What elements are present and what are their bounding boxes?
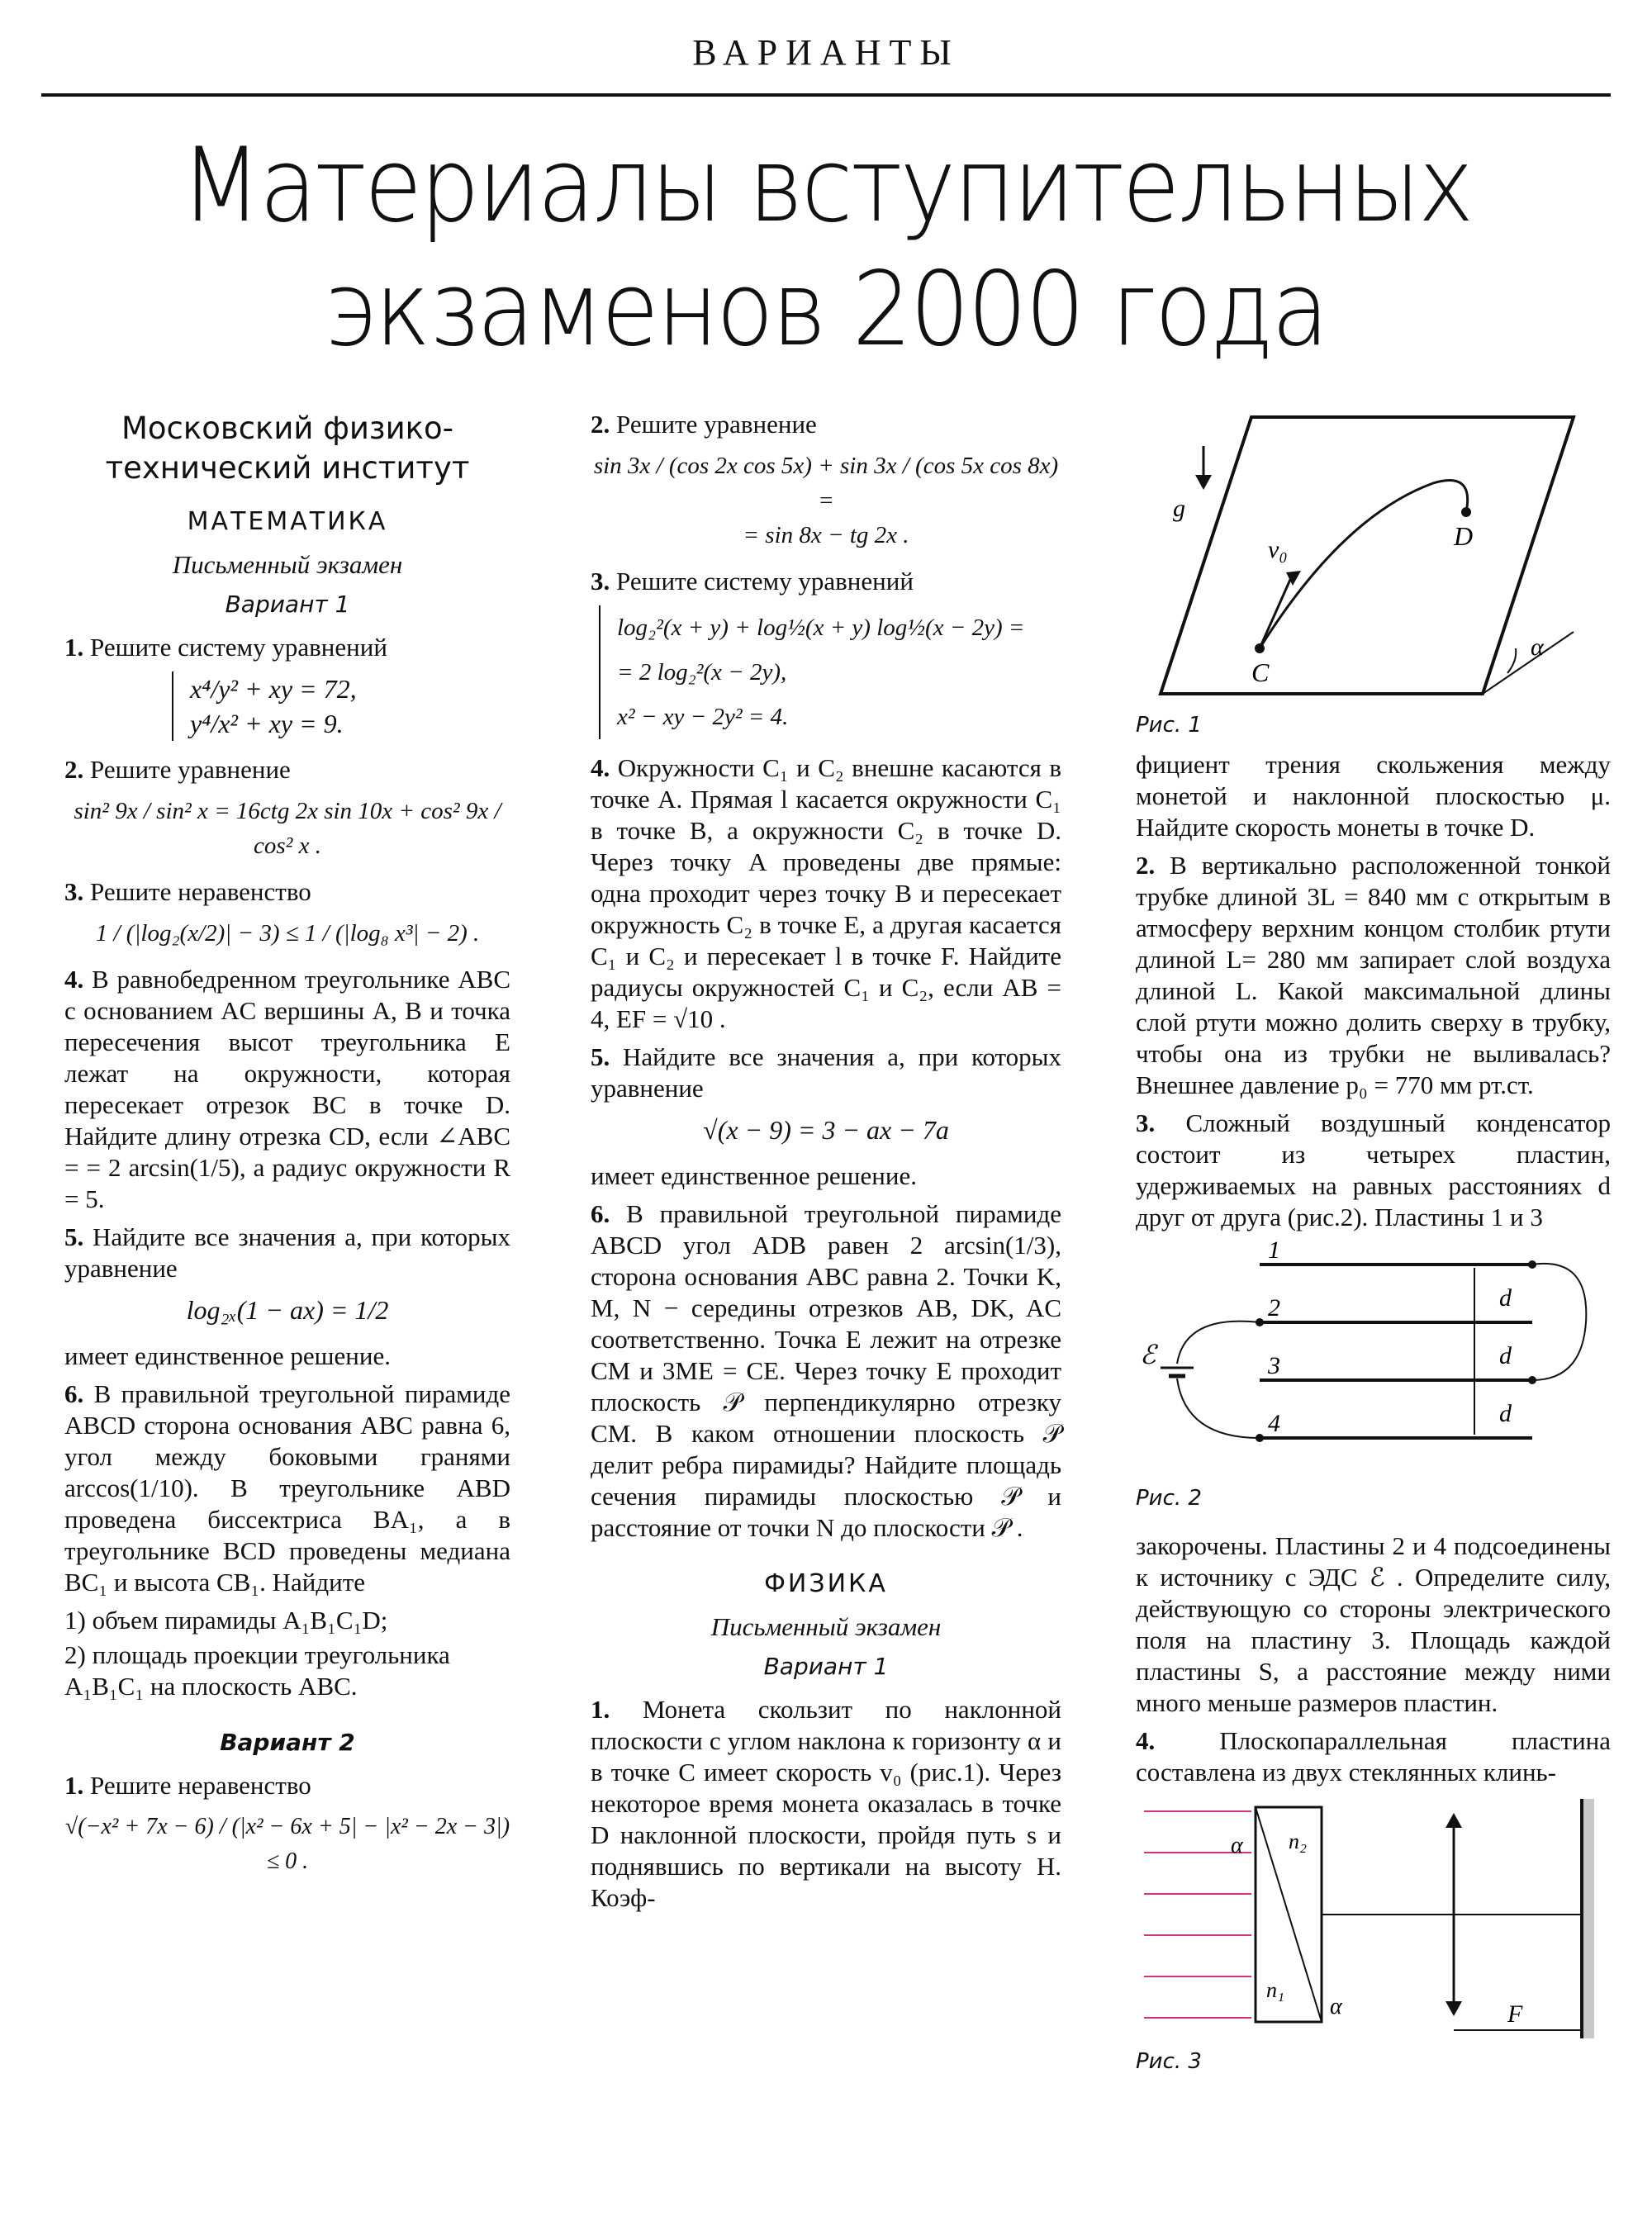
spacing-label-2: d (1499, 1342, 1512, 1369)
problem-3-v2 (591, 566, 1061, 597)
focal-label: F (1507, 2000, 1523, 2028)
problem-5 (64, 1222, 510, 1284)
physics-exam-type: Письменный экзамен (710, 1612, 942, 1641)
physics-problem-3-continued: закорочены. Пластины 2 и 4 подсоединены к источнику с ЭДС ℰ . Определите силу, действующую со стороны электрического поля на пластину 3. Площадь каждой пластины S, а расстояние между ними много меньше размеров пластин. (1136, 1531, 1611, 1717)
problem-number: 1. (64, 1771, 84, 1800)
problem-5-after: имеет единственное решение. (64, 1341, 391, 1370)
formula-inequality-v2: √(−x² + 7x − 6) / (|x² − 6x + 5| − |x² − 2x − 3|) ≤ 0 . (64, 1814, 510, 1874)
problem-2-v2 (591, 409, 1061, 440)
problem-number: 6. (64, 1379, 84, 1408)
label-C: C (1251, 657, 1270, 687)
problem-text: Решите неравенство (90, 1771, 311, 1800)
problem-6-v2 (591, 1198, 1061, 1544)
gravity-arrowhead (1195, 475, 1212, 490)
formula-trig-2: sin 3x / (cos 2x cos 5x) + sin 3x / (cos 5x cos 8x) = = sin 8x − tg 2x . (593, 453, 1059, 548)
problem-number: 4. (1136, 1726, 1156, 1755)
velocity-vector (1260, 574, 1293, 648)
exam-type: Письменный экзамен (172, 550, 403, 579)
problem-4-v2 (591, 752, 1061, 1035)
problem-6-item-2: 2) площадь проекции треугольника A₁B₁C₁ на плоскость ABC. (64, 1640, 450, 1701)
spacing-label-1: d (1499, 1284, 1512, 1312)
gravity-label: g (1173, 495, 1185, 522)
column-3 (1136, 409, 1611, 2086)
subject-physics: ФИЗИКА (764, 1569, 888, 1598)
institute-line-2: технический институт (105, 450, 470, 486)
problem-number: 5. (591, 1042, 610, 1071)
problem-number: 4. (64, 965, 84, 994)
n1-label: n₁ (1266, 1978, 1285, 2002)
title-line-2: экзаменов 2000 года (325, 250, 1327, 369)
plate-label-1: 1 (1268, 1240, 1280, 1264)
problem-text: Плоскопараллельная пластина составлена из двух стеклянных клинь- (1136, 1726, 1612, 1787)
problem-text: Решите систему уравнений (616, 567, 914, 596)
problem-number: 1. (591, 1695, 610, 1724)
trajectory-curve (1260, 481, 1468, 648)
problem-number: 2. (1136, 851, 1156, 880)
label-D: D (1454, 521, 1474, 551)
institute-line-1: Московский физико- (121, 410, 453, 446)
alpha-label-bottom: α (1330, 1994, 1342, 2019)
formula-system-3: log₂²(x + y) + log½(x + y) log½(x − 2y) = = 2 log₂²(x − 2y), x² − xy − 2y² = 4. (599, 605, 1061, 739)
section-label: ВАРИАНТЫ (692, 32, 960, 73)
figure-1-inclined-plane (1136, 409, 1598, 706)
short-wire (1532, 1264, 1586, 1380)
physics-problem-4 (1136, 1725, 1611, 1788)
formula-log-5: log₂ₓ(1 − ax) = 1/2 (186, 1295, 389, 1325)
problem-number: 3. (64, 877, 84, 906)
problem-number: 1. (64, 633, 84, 662)
problem-text: Решите систему уравнений (90, 633, 387, 662)
variant-2-problem-1 (64, 1770, 510, 1801)
physics-problem-3 (1136, 1108, 1611, 1233)
wire-to-source-bottom (1177, 1378, 1260, 1438)
spacing-label-3: d (1499, 1400, 1512, 1427)
problem-text: Найдите все значения a, при которых уравнение (591, 1042, 1062, 1103)
institute-name (64, 409, 510, 488)
problem-number: 4. (591, 753, 610, 782)
problem-text: Сложный воздушный конденсатор состоит из четырех пластин, удерживаемых на равных расстояниях d друг от друга (рис.2). Пластины 1 и 3 (1136, 1108, 1611, 1231)
lens-arrow-top (1446, 1813, 1462, 1828)
angle-arc (1507, 648, 1516, 673)
formula-system-1: x⁴/y² + xy = 72, y⁴/x² + xy = 9. (172, 671, 438, 741)
page-title (66, 124, 1586, 372)
problem-text: В правильной треугольной пирамиде ABCD сторона основания ABC равна 6, угол между боковыми гранями arccos(1/10). В треугольнике ABD проведена биссектриса BA₁, а в треугольнике BCD проведены медиана BC₁ и высота CB₁. Найдите (64, 1379, 511, 1597)
alpha-label-top: α (1231, 1833, 1243, 1858)
screen (1582, 1799, 1594, 2038)
problem-5-v2-after: имеет единственное решение. (591, 1161, 917, 1190)
plate-label-3: 3 (1268, 1352, 1280, 1379)
problem-text: Монета скользит по наклонной плоскости с углом наклона к горизонту α и в точке C имеет скорость v₀ (рис.1). Через некоторое время монета оказалась в точке D наклонной плоскости, пройдя путь s и поднявшись по вертикали на высоту H. Коэф- (591, 1695, 1061, 1912)
formula-equation-2: sin² 9x / sin² x = 16ctg 2x sin 10x + cos² 9x / cos² x . (74, 798, 501, 859)
lens-arrow-bottom (1446, 2001, 1462, 2016)
figure-3-caption: Рис. 3 (1136, 2049, 1202, 2074)
figure-1-caption: Рис. 1 (1136, 713, 1202, 738)
problem-number: 2. (591, 410, 610, 439)
problem-number: 3. (591, 567, 610, 596)
problem-text: В равнобедренном треугольнике ABC с основанием AC вершины A, B и точка пересечения высот треугольника E лежат на окружности, которая пересекает отрезок BC в точке D. Найдите длину отрезка CD, если ∠ABC = = 2 arcsin(1/5), а радиус окружности R = 5. (64, 965, 511, 1213)
variant-1-label: Вариант 1 (225, 591, 350, 618)
subject-math: МАТЕМАТИКА (187, 507, 388, 536)
problem-6-item-1: 1) объем пирамиды A₁B₁C₁D; (64, 1606, 388, 1635)
physics-problem-1-continued: фициент трения скольжения между монетой и наклонной плоскостью μ. Найдите скорость монеты в точке D. (1136, 750, 1611, 842)
wire-to-source-top (1177, 1322, 1260, 1364)
emf-label: ℰ (1140, 1340, 1156, 1369)
problem-number: 6. (591, 1199, 610, 1228)
n2-label: n₂ (1289, 1829, 1308, 1853)
problem-4 (64, 964, 510, 1215)
plate-label-4: 4 (1268, 1410, 1280, 1437)
problem-number: 2. (64, 755, 84, 784)
column-1 (64, 409, 510, 1892)
physics-variant-1-label: Вариант 1 (763, 1653, 889, 1680)
problem-text: Решите уравнение (616, 410, 817, 439)
problem-text: Решите уравнение (90, 755, 291, 784)
problem-3 (64, 876, 510, 908)
problem-5-v2 (591, 1042, 1061, 1104)
problem-number: 5. (64, 1222, 84, 1251)
formula-inequality-3: 1 / (|log₂(x/2)| − 3) ≤ 1 / (|log₈ x³| − 2) . (95, 920, 480, 947)
header-rule (41, 93, 1611, 97)
horizontal-line (1483, 632, 1574, 694)
physics-problem-2 (1136, 850, 1611, 1101)
physics-problem-1 (591, 1694, 1061, 1914)
figure-2-capacitor (1136, 1240, 1598, 1479)
figure-2-caption: Рис. 2 (1136, 1486, 1202, 1511)
point-D (1461, 507, 1471, 517)
problem-number: 3. (1136, 1108, 1156, 1137)
column-2 (591, 409, 1061, 1920)
problem-text: Окружности C₁ и C₂ внешне касаются в точке A. Прямая l касается окружности C₁ в точке B, а окружности C₂ в точке D. Через точку A проведены две прямые: одна проходит через точку B и пересекает окружность C₂ в точке E, а другая касается C₁ и C₂ и пересекает l в точке F. Найдите радиусы окружностей C₁ и C₂, если AB = 4, EF = √10 . (591, 753, 1061, 1033)
problem-2 (64, 754, 510, 785)
figure-3-glass-plate (1136, 1795, 1598, 2043)
inclined-plane-outline (1161, 417, 1574, 694)
problem-text: Найдите все значения a, при которых уравнение (64, 1222, 511, 1283)
variant-2-label: Вариант 2 (220, 1729, 355, 1756)
problem-6 (64, 1378, 510, 1598)
problem-text: В вертикально расположенной тонкой трубке длиной 3L = 840 мм с открытым в атмосферу верхним концом столбик ртути длиной L= 280 мм запирает слой воздуха длиной L. Какой максимальной длины слой ртути можно долить сверху в трубку, чтобы она из трубки не выливалась? Внешнее давление p₀ = 770 мм рт.ст. (1136, 851, 1611, 1099)
title-line-1: Материалы вступительных (180, 126, 1472, 245)
problem-text: Решите неравенство (90, 877, 311, 906)
label-v0: v₀ (1268, 536, 1288, 563)
formula-sqrt-5: √(x − 9) = 3 − ax − 7a (703, 1115, 949, 1145)
plate-label-2: 2 (1268, 1294, 1280, 1322)
angle-label: α (1531, 633, 1544, 661)
problem-1 (64, 632, 510, 663)
problem-text: В правильной треугольной пирамиде ABCD угол ADB равен 2 arcsin(1/3), сторона основания ABC равна 2. Точки K, M, N − середины отрезков AB, DK, AC соответственно. Точка E лежит на отрезке CM и 3ME = CE. Через точку E проходит плоскость 𝒫 перпендикулярно отрезку CM. В каком отношении плоскость 𝒫 делит ребра пирамиды? Найдите площадь сечения пирамиды плоскостью 𝒫 и расстояние от точки N до плоскости 𝒫 . (591, 1199, 1062, 1542)
